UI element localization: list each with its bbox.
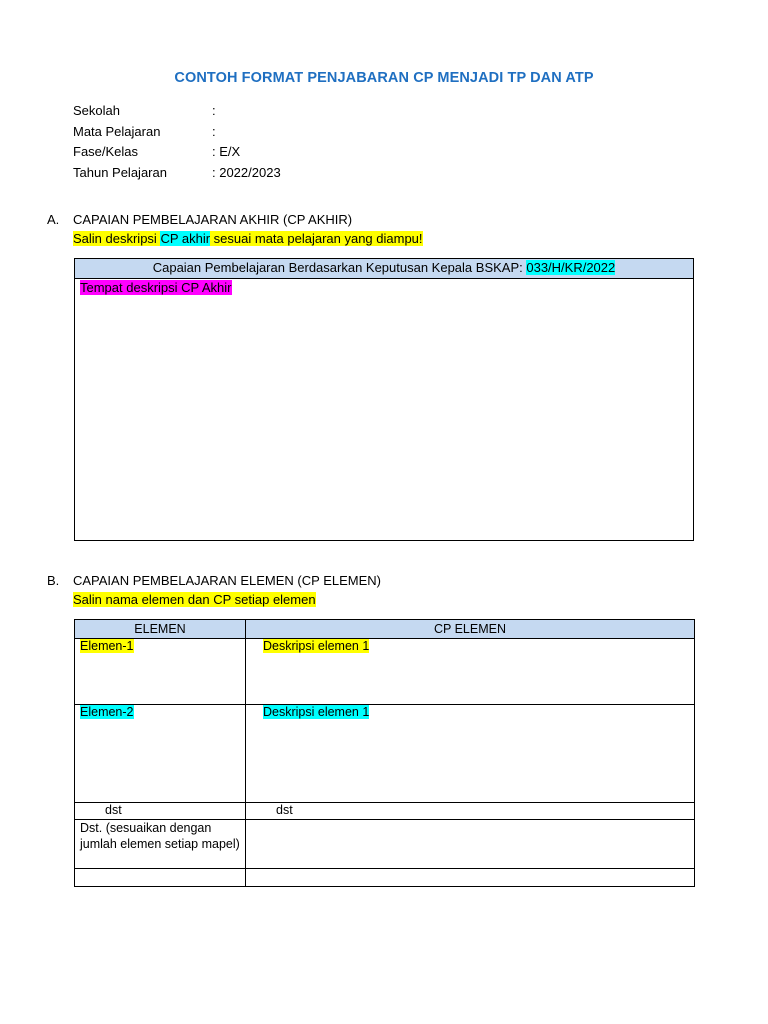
cp-akhir-box-body[interactable] xyxy=(75,279,693,296)
element-name: Dst. (sesuaikan dengan jumlah elemen setiap mapel) xyxy=(80,821,240,851)
cp-elemen-table xyxy=(74,619,695,887)
instruction-text: Salin deskripsi xyxy=(73,231,161,246)
cp-akhir-placeholder: Tempat deskripsi CP Akhir xyxy=(80,280,232,295)
table-row xyxy=(75,820,695,869)
instruction-highlight: CP akhir xyxy=(160,231,211,246)
page-title: CONTOH FORMAT PENJABARAN CP MENJADI TP DAN ATP xyxy=(174,70,594,86)
meta-value: : 2022/2023 xyxy=(212,164,281,180)
element-description: dst xyxy=(276,803,293,817)
element-description: Deskripsi elemen 1 xyxy=(263,639,370,653)
section-b-instruction xyxy=(73,592,316,607)
section-a-heading xyxy=(47,212,352,227)
meta-value: : E/X xyxy=(212,144,241,159)
table-row xyxy=(75,869,695,887)
meta-row-mapel xyxy=(73,122,281,143)
cp-akhir-box-header xyxy=(75,259,693,279)
meta-label: Fase/Kelas xyxy=(73,144,139,159)
element-cell[interactable] xyxy=(75,705,246,803)
meta-label: Mata Pelajaran xyxy=(73,123,161,139)
meta-info xyxy=(73,101,281,183)
cp-akhir-box xyxy=(74,258,694,541)
column-header-elemen: ELEMEN xyxy=(75,620,246,639)
element-cell[interactable] xyxy=(75,803,246,820)
element-cell[interactable] xyxy=(75,869,246,887)
meta-value: : xyxy=(212,103,216,118)
table-header-row xyxy=(75,620,695,639)
element-name: dst xyxy=(105,803,122,817)
element-cell[interactable] xyxy=(75,639,246,705)
description-cell[interactable] xyxy=(246,803,695,820)
meta-row-tahun xyxy=(73,163,281,184)
instruction-text: Salin nama elemen dan CP setiap elemen xyxy=(73,592,316,607)
meta-row-fase xyxy=(73,142,281,163)
section-a-instruction xyxy=(73,231,423,246)
element-name: Elemen-1 xyxy=(80,639,134,653)
meta-label: Tahun Pelajaran xyxy=(73,164,167,180)
section-title: CAPAIAN PEMBELAJARAN ELEMEN (CP ELEMEN) xyxy=(73,573,381,588)
column-header-cp-elemen: CP ELEMEN xyxy=(246,620,695,639)
element-name: Elemen-2 xyxy=(80,705,134,719)
description-cell[interactable] xyxy=(246,820,695,869)
meta-row-sekolah xyxy=(73,101,281,122)
section-letter: B. xyxy=(47,573,60,588)
box-header-text: Capaian Pembelajaran Berdasarkan Keputusan Kepala BSKAP: xyxy=(152,260,527,275)
section-b-heading xyxy=(47,573,381,588)
table-row xyxy=(75,705,695,803)
section-letter: A. xyxy=(47,212,60,227)
meta-value: : xyxy=(212,123,216,139)
instruction-text: sesuai mata pelajaran yang diampu! xyxy=(210,231,423,246)
bskap-code: 033/H/KR/2022 xyxy=(526,260,616,275)
element-cell[interactable] xyxy=(75,820,246,869)
description-cell[interactable] xyxy=(246,869,695,887)
description-cell[interactable] xyxy=(246,705,695,803)
description-cell[interactable] xyxy=(246,639,695,705)
section-title: CAPAIAN PEMBELAJARAN AKHIR (CP AKHIR) xyxy=(73,212,353,227)
element-description: Deskripsi elemen 1 xyxy=(263,705,370,719)
meta-label: Sekolah xyxy=(73,103,120,118)
table-row xyxy=(75,803,695,820)
table-row xyxy=(75,639,695,705)
